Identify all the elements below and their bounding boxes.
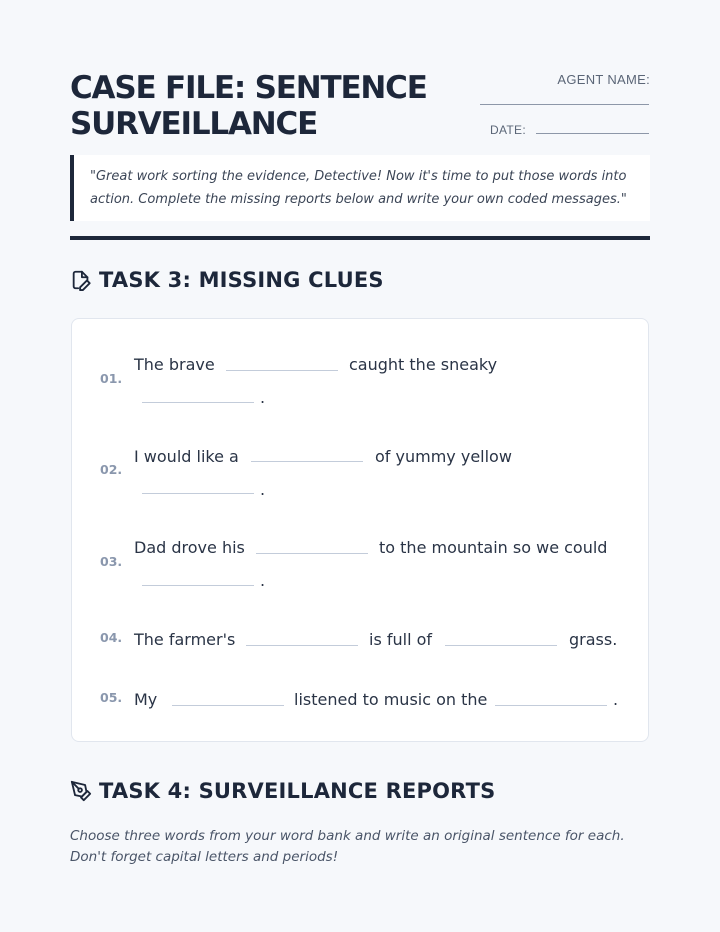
- answer-blank[interactable]: [142, 402, 254, 403]
- sentence-text: .: [260, 480, 266, 499]
- sentence-text: .: [260, 388, 266, 407]
- pen-nib-icon: [70, 780, 92, 802]
- title-line-2: SURVEILLANCE: [70, 106, 318, 142]
- answer-blank[interactable]: [172, 705, 284, 706]
- item-number: 01.: [100, 371, 123, 386]
- sentence-text: My: [134, 690, 158, 709]
- sentence-text: listened to music on the: [294, 690, 488, 709]
- intro-quote: "Great work sorting the evidence, Detective! Now it's time to put those words into action. Complete the missing reports below and write your own coded messages.": [70, 155, 650, 221]
- item-number: 04.: [100, 630, 123, 645]
- sentence-text: .: [613, 690, 619, 709]
- sentence-text: of yummy yellow: [375, 447, 512, 466]
- sentence-text: is full of: [369, 630, 433, 649]
- task-4-heading: [70, 779, 495, 803]
- page-title: [70, 70, 470, 142]
- answer-blank[interactable]: [495, 705, 607, 706]
- task-3-title: TASK 3: MISSING CLUES: [99, 268, 384, 292]
- answer-blank[interactable]: [445, 645, 557, 646]
- sentence-text: to the mountain so we could: [379, 538, 608, 557]
- answer-blank[interactable]: [226, 370, 338, 371]
- date-label: DATE:: [490, 123, 526, 137]
- answer-blank[interactable]: [251, 461, 363, 462]
- answer-blank[interactable]: [256, 553, 368, 554]
- date-field[interactable]: [536, 133, 649, 134]
- section-divider: [70, 236, 650, 240]
- sentence-text: The farmer's: [134, 630, 236, 649]
- task-3-heading: [70, 268, 384, 292]
- sentence-text: .: [260, 571, 266, 590]
- title-line-1: CASE FILE: SENTENCE: [70, 70, 427, 106]
- answer-blank[interactable]: [246, 645, 358, 646]
- sentence-text: I would like a: [134, 447, 239, 466]
- item-number: 02.: [100, 462, 123, 477]
- sentence-text: The brave: [134, 355, 215, 374]
- answer-blank[interactable]: [142, 493, 254, 494]
- file-edit-icon: [70, 269, 92, 291]
- sentence-text: grass.: [569, 630, 618, 649]
- sentence-text: caught the sneaky: [349, 355, 498, 374]
- sentence-text: Dad drove his: [134, 538, 245, 557]
- answer-blank[interactable]: [142, 585, 254, 586]
- task-4-instructions: Choose three words from your word bank and write an original sentence for each. Don't forget capital letters and periods!: [70, 828, 625, 865]
- item-number: 05.: [100, 690, 123, 705]
- task-4-title: TASK 4: SURVEILLANCE REPORTS: [99, 779, 496, 803]
- item-number: 03.: [100, 554, 123, 569]
- agent-name-field[interactable]: [480, 104, 649, 105]
- agent-name-label: AGENT NAME:: [557, 72, 650, 87]
- missing-clues-card: [71, 318, 649, 742]
